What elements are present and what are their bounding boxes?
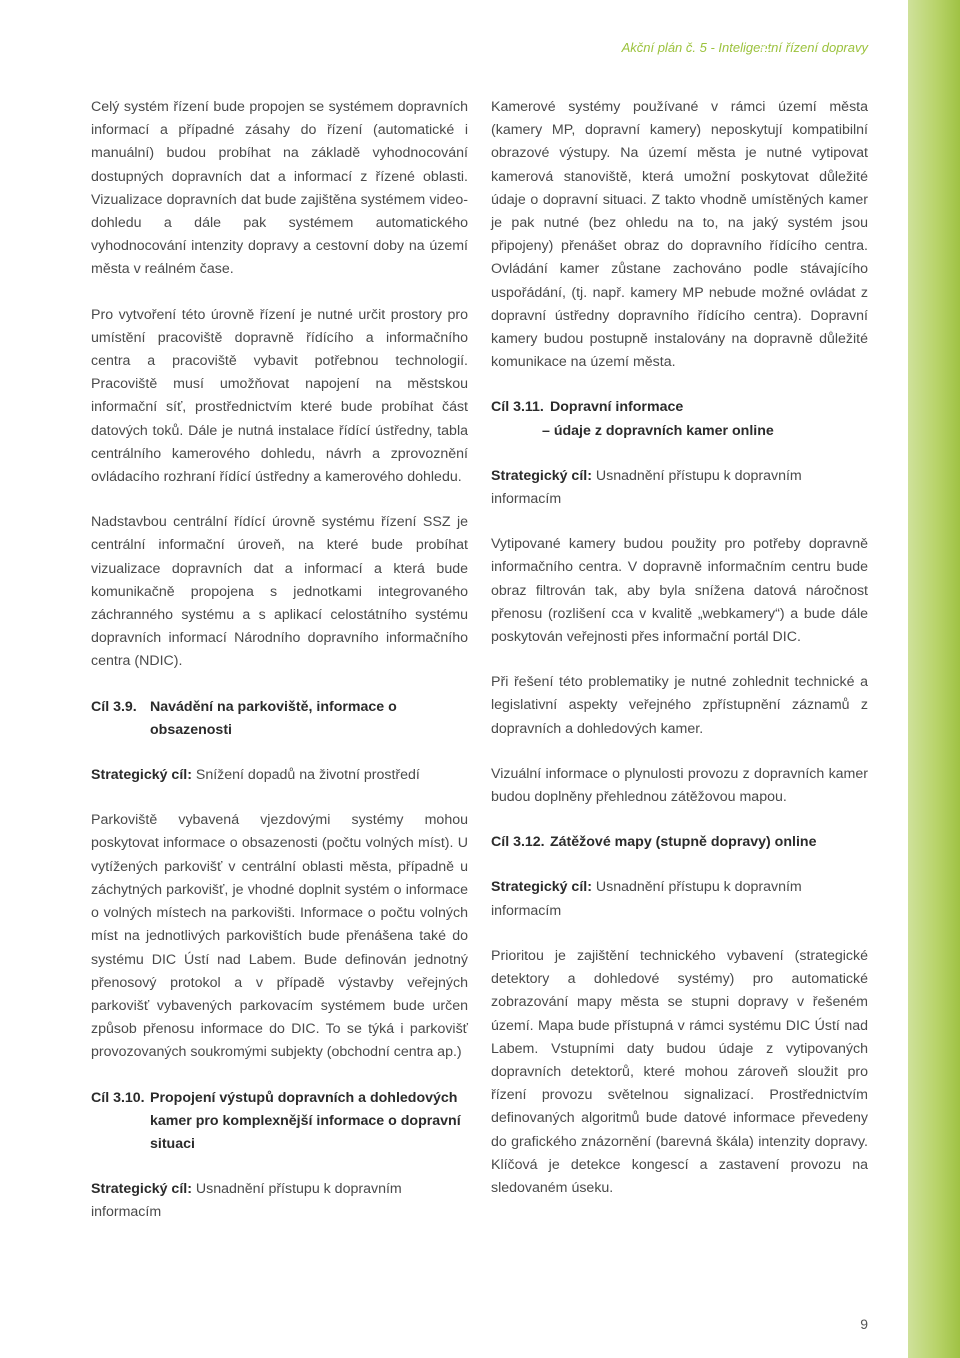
strategic-goal-3-12 [491,876,868,922]
strategic-goal-text: Usnadnění přístupu k dopravním informacím [491,467,802,508]
chapter-side-tab [756,0,960,1358]
strategic-goal-text: Usnadnění přístupu k dopravním informacím [491,879,802,919]
goal-heading-3-11 [491,396,868,442]
goal-number: Cíl 3.10. [91,1089,145,1106]
goal-heading-3-9 [91,696,468,742]
paragraph: Pro vytvoření této úrovně řízení je nutné určit prostory pro umístění pracoviště dopravně řídícího a informačního centra a pracoviště vybavit potřebnou technologií. Pracoviště musí umožňovat napojení na městskou informační síť, prostřednictvím které bude probíhat část datových toků. Dále je nutná instalace řídící ústředny, tabla centrálního kamerového dohledu, návrh a zprovoznění ovládacího rozhraní řídící ústředny a kamerového dohledu. [91,306,468,486]
page-number: 9 [860,1316,868,1332]
chapter-side-tab-label: 3 Využití technologií pro řízení a organizaci dopravy [756,23,772,368]
paragraph: Vytipované kamery budou použity pro potřeby dopravně informačního centra. V dopravně informačním centru bude obraz filtrován tak, aby byla snížena datová náročnost přenosu (rozlišení cca v kvalitě „webkamery“) a bude dále poskytován veřejnosti přes informační portál DIC. [491,536,868,646]
right-column [491,96,868,1222]
strategic-goal-text: Snížení dopadů na životní prostředí [191,767,420,784]
goal-number: Cíl 3.9. [91,698,137,715]
strategic-goal-label: Strategický cíl: [491,879,592,896]
strategic-goal-3-9 [91,764,468,787]
goal-heading-3-10 [91,1087,468,1157]
paragraph: Celý systém řízení bude propojen se systémem dopravních informací a případné zásahy do řízení (automatické i manuální) budou probíhat na základě vyhodnocování dostupných dopravních dat a informací z řízené oblasti. Vizualizace dopravních dat bude zajištěna systémem video-dohledu a dále pak systémem automatického vyhodnocování intenzity dopravy a cestovní doby na území města v reálném čase. [91,99,468,278]
goal-title-line: Dopravní informace [550,399,684,416]
strategic-goal-label: Strategický cíl: [91,1181,192,1198]
goal-title: Zátěžové mapy (stupně dopravy) online [550,834,817,851]
strategic-goal-label: Strategický cíl: [491,467,592,484]
goal-number: Cíl 3.12. [491,834,545,851]
goal-number: Cíl 3.11. [491,399,544,416]
goal-title-line: – údaje z dopravních kamer online [542,422,774,439]
strategic-goal-label: Strategický cíl: [91,767,192,784]
left-column [91,96,468,1247]
strategic-goal-3-10 [91,1178,468,1224]
goal-title: Propojení výstupů dopravních a dohledových kamer pro komplexnější informace o dopravní situaci [150,1089,461,1152]
running-header: Akční plán č. 5 - Inteligentní řízení dopravy [621,40,868,55]
strategic-goal-text: Usnadnění přístupu k dopravním informacím [91,1181,402,1221]
strategic-goal-3-11 [491,465,868,511]
paragraph: Kamerové systémy používané v rámci území města (kamery MP, dopravní kamery) neposkytují kompatibilní obrazové výstupy. Na území města je nutné vytipovat kamerová stanoviště, která umožní poskytovat důležité údaje o dopravní situaci. Z takto vhodně umístěných kamer je pak nutné (bez ohledu na to, na jaký systém jsou připojeny) přenášet obraz do dopravního řídícího centra. Ovládání kamer zůstane zachováno podle stávajícího uspořádání, (tj. např. kamery MP nebude možné ovládat z dopravní ústředny dopravního řídícího centra). Dopravní kamery budou postupně instalovány na dopravně důležité komunikace na území města. [491,99,868,371]
paragraph: Prioritou je zajištění technického vybavení (strategické detektory a dohledové systémy) pro automatické zobrazování mapy města se stupni dopravy v řešeném území. Mapa bude přístupná v rámci systému DIC Ústí nad Labem. Vstupními daty budou údaje z vytipovaných dopravních detektorů, které mohou zároveň sloužit pro řízení provozu světelnou signalizací. Prostřednictvím definovaných algoritmů bude datové informace převedeny do grafického znázornění (barevná škála) intenzity dopravy. Klíčová je detekce kongescí a zastavení provozu na sledovaném úseku. [491,947,868,1196]
paragraph: Vizuální informace o plynulosti provozu z dopravních kamer budou doplněny přehlednou zátěžovou mapou. [491,765,868,806]
paragraph: Při řešení této problematiky je nutné zohlednit technické a legislativní aspekty veřejného zpřístupnění záznamů z dopravních a dohledových kamer. [491,674,868,737]
paragraph: Parkoviště vybavená vjezdovými systémy mohou poskytovat informace o obsazenosti (počtu volných míst). U vytížených parkovišť v centrální oblasti města, případně u záchytných parkovišť, je vhodné doplnit systém o informace o volných místech na parkovišti. Informace o počtu volných míst na jednotlivých parkovištích bude přenášena také do systému DIC Ústí nad Labem. Bude definován jednotný přenosový protokol a v případě výstavby veřejných parkovišť vybavených parkovacím systémem bude určen způsob přenosu informace do DIC. To se týká i parkovišť provozovaných soukromými subjekty (obchodní centra ap.) [91,812,468,1061]
goal-title [542,396,868,442]
goal-heading-3-12 [491,831,868,854]
goal-title: Navádění na parkoviště, informace o obsazenosti [150,698,397,738]
paragraph: Nadstavbou centrální řídící úrovně systému řízení SSZ je centrální informační úroveň, na které bude probíhat vizualizace dopravních dat a informací a která bude komunikačně propojena s jednotkami integrovaného záchranného systému a s aplikací celostátního systému dopravních informací Národního dopravního informačního centra (NDIC). [91,514,468,670]
